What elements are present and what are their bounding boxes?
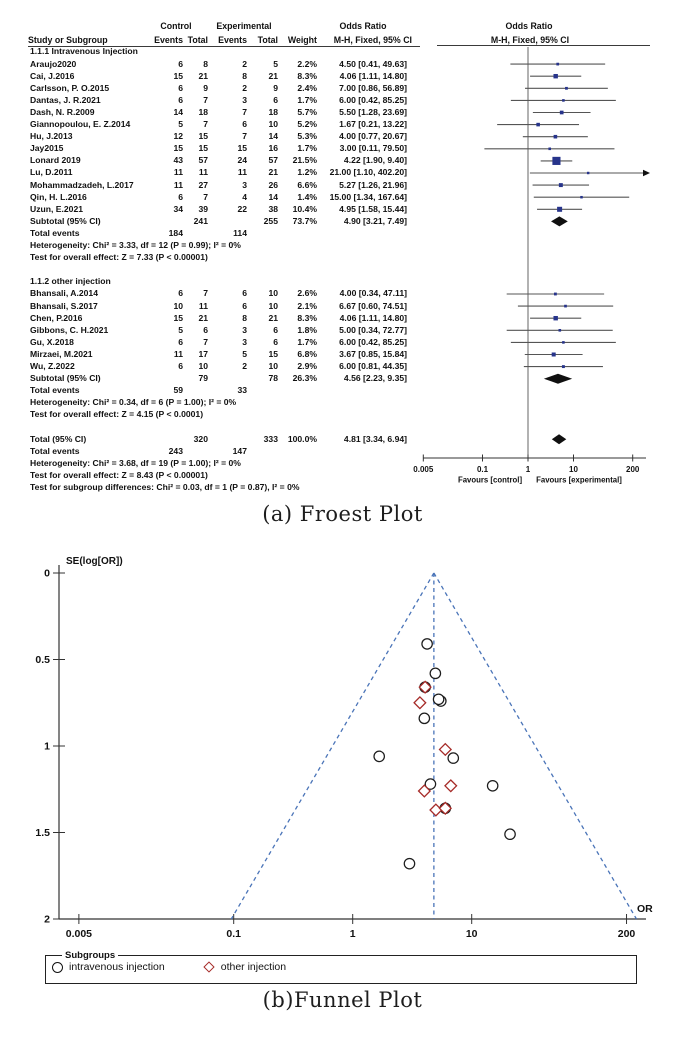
control-events: 6 (178, 58, 183, 69)
exp-total: 333 (263, 433, 278, 444)
mh-ci-header-right: M-H, Fixed, 95% CI (490, 35, 570, 45)
control-events: 6 (178, 191, 183, 202)
section-header: 1.1.2 other injection (30, 276, 111, 287)
y-tick-label: 1 (44, 740, 50, 753)
ci-text: 4.00 [0.77, 20.67] (339, 131, 407, 142)
weight-value: 2.6% (297, 288, 317, 299)
control-total: 18 (198, 106, 208, 117)
control-events: 12 (173, 131, 183, 142)
control-total: 320 (193, 433, 208, 444)
control-total: 57 (198, 155, 208, 166)
pooled-diamond (551, 216, 568, 226)
control-total: 17 (198, 348, 208, 359)
funnel-edge-line-right (434, 573, 637, 919)
ci-text: 6.67 [0.60, 74.51] (339, 300, 407, 311)
control-total: 7 (203, 336, 208, 347)
forest-svg (0, 0, 685, 500)
exp-events-header: Events (218, 35, 247, 45)
or-square (536, 123, 540, 127)
or-square (560, 111, 564, 115)
weight-value: 5.7% (297, 106, 317, 117)
control-total: 15 (198, 143, 208, 154)
control-events: 10 (173, 300, 183, 311)
weight-value: 26.3% (292, 373, 317, 384)
exp-total: 6 (273, 324, 278, 335)
weight-value: 6.8% (297, 348, 317, 359)
study-label: Mirzaei, M.2021 (30, 348, 93, 359)
control-events-header: Events (154, 35, 183, 45)
exp-events: 6 (242, 288, 247, 299)
control-total-header: Total (187, 35, 208, 45)
funnel-point-diamond (430, 804, 442, 816)
or-square (580, 196, 582, 198)
diamond-marker-icon (203, 961, 214, 972)
weight-value: 1.7% (297, 336, 317, 347)
x-tick-label: 1 (349, 928, 356, 940)
exp-events: 6 (242, 300, 247, 311)
funnel-svg (0, 545, 685, 950)
or-square (559, 329, 562, 332)
y-tick-label: 0.5 (35, 654, 50, 667)
ci-text: 1.67 [0.21, 13.22] (339, 119, 407, 129)
odds-ratio-header-left: Odds Ratio (339, 21, 387, 31)
ci-text: 7.00 [0.86, 56.89] (339, 82, 407, 93)
x-axis-label: OR (637, 903, 653, 915)
exp-total: 38 (268, 203, 278, 214)
exp-events: 4 (242, 191, 247, 202)
weight-value: 5.2% (297, 119, 317, 129)
or-square (557, 207, 562, 212)
control-total: 39 (198, 203, 208, 214)
control-total: 11 (198, 300, 208, 311)
control-total: 10 (198, 361, 208, 371)
legend-box (45, 950, 637, 984)
weight-value: 2.1% (297, 300, 317, 311)
ci-text: 6.00 [0.81, 44.35] (339, 361, 407, 371)
exp-events: 6 (242, 119, 247, 129)
control-events: 11 (173, 167, 183, 178)
exp-events: 11 (237, 167, 247, 178)
exp-events: 3 (242, 179, 247, 190)
y-tick-label: 0 (44, 567, 50, 580)
study-label: Bhansali, A.2014 (30, 288, 98, 299)
ci-text: 5.27 [1.26, 21.96] (339, 179, 407, 190)
exp-total: 10 (268, 361, 278, 371)
ci-text: 21.00 [1.10, 402.20] (329, 167, 407, 178)
ci-text: 3.67 [0.85, 15.84] (339, 348, 407, 359)
y-tick-label: 2 (44, 913, 50, 926)
ci-text: 4.95 [1.58, 15.44] (339, 203, 407, 214)
ci-text: 6.00 [0.42, 85.25] (339, 336, 407, 347)
exp-total: 10 (268, 300, 278, 311)
exp-events-total: 33 (237, 385, 247, 396)
control-total: 7 (203, 119, 208, 129)
weight-value: 1.4% (297, 191, 317, 202)
exp-total: 10 (268, 119, 278, 129)
funnel-point-diamond (414, 697, 426, 709)
study-label: Lonard 2019 (30, 155, 81, 166)
ci-text: 4.90 [3.21, 7.49] (343, 215, 407, 226)
exp-total: 6 (273, 94, 278, 105)
or-square (562, 99, 565, 102)
control-total: 8 (203, 58, 208, 69)
control-events-total: 243 (168, 445, 183, 456)
control-events: 6 (178, 361, 183, 371)
funnel-point-circle (433, 694, 443, 704)
funnel-point-diamond (445, 780, 457, 792)
ci-text: 6.00 [0.42, 85.25] (339, 94, 407, 105)
ci-text: 4.06 [1.11, 14.80] (339, 70, 407, 81)
study-label: Jay2015 (30, 143, 64, 154)
ci-text: 4.81 [3.34, 6.94] (343, 433, 407, 444)
funnel-point-circle (505, 829, 515, 839)
legend-title: Subgroups (65, 950, 116, 961)
weight-value: 10.4% (292, 203, 317, 214)
y-tick-label: 1.5 (35, 827, 50, 840)
exp-total: 15 (268, 348, 278, 359)
subtotal-label: Subtotal (95% CI) (30, 373, 101, 384)
or-square (553, 316, 557, 320)
control-total: 7 (203, 94, 208, 105)
exp-total: 21 (268, 312, 278, 323)
total-events-label: Total events (30, 227, 80, 238)
ci-text: 4.56 [2.23, 9.35] (343, 373, 407, 384)
ci-text: 15.00 [1.34, 167.64] (329, 191, 407, 202)
stat-note: Test for subgroup differences: Chi² = 0.03, df = 1 (P = 0.87), I² = 0% (30, 482, 300, 492)
exp-total: 14 (268, 131, 278, 142)
study-subgroup-header: Study or Subgroup (28, 35, 108, 45)
ci-text: 5.00 [0.34, 72.77] (339, 324, 407, 335)
funnel-point-circle (487, 781, 497, 791)
pooled-diamond (544, 374, 572, 384)
exp-events: 22 (237, 203, 247, 214)
exp-events: 2 (242, 58, 247, 69)
x-tick-label: 0.1 (226, 928, 242, 940)
weight-value: 2.4% (297, 82, 317, 93)
weight-value: 2.9% (297, 361, 317, 371)
x-tick-label: 0.005 (65, 928, 93, 940)
favours-experimental-label: Favours [experimental] (536, 475, 622, 485)
caption-a: (a) Froest Plot (262, 502, 423, 526)
legend-row (52, 961, 630, 973)
exp-total: 18 (268, 106, 278, 117)
control-events: 11 (173, 179, 183, 190)
control-events: 11 (173, 348, 183, 359)
exp-events: 7 (242, 131, 247, 142)
weight-value: 73.7% (292, 215, 317, 226)
control-events: 6 (178, 82, 183, 93)
control-events: 5 (178, 119, 183, 129)
or-square (553, 74, 557, 78)
exp-events: 15 (237, 143, 247, 154)
exp-total: 255 (263, 215, 278, 226)
study-label: Hu, J.2013 (30, 131, 73, 142)
total-label: Total (95% CI) (30, 433, 87, 444)
control-total: 15 (198, 131, 208, 142)
stat-note: Test for overall effect: Z = 4.15 (P < 0.0001) (30, 409, 204, 420)
control-total: 7 (203, 191, 208, 202)
funnel-point-circle (404, 858, 414, 868)
control-events: 43 (173, 155, 183, 166)
weight-value: 100.0% (287, 433, 317, 444)
subtotal-label: Subtotal (95% CI) (30, 215, 101, 226)
pooled-diamond (552, 434, 566, 444)
study-label: Carlsson, P. O.2015 (30, 82, 110, 93)
study-label: Qin, H. L.2016 (30, 191, 87, 202)
control-events: 34 (173, 203, 183, 214)
control-events: 6 (178, 288, 183, 299)
or-square (565, 87, 568, 90)
or-square (562, 365, 565, 368)
x-tick-label: 10 (465, 928, 478, 940)
exp-events: 3 (242, 94, 247, 105)
experimental-column-header: Experimental (216, 21, 272, 31)
section-header: 1.1.1 Intravenous Injection (30, 46, 138, 57)
y-axis-label: SE(log[OR]) (66, 556, 123, 567)
exp-events: 3 (242, 336, 247, 347)
legend-label-other: other injection (220, 961, 287, 973)
exp-events: 2 (242, 361, 247, 371)
control-total: 241 (193, 215, 208, 226)
funnel-point-circle (374, 751, 384, 761)
stat-note: Heterogeneity: Chi² = 0.34, df = 6 (P = 1.00); I² = 0% (30, 397, 237, 408)
weight-value: 1.7% (297, 143, 317, 154)
control-events: 14 (173, 106, 183, 117)
control-events: 15 (173, 70, 183, 81)
exp-total: 9 (273, 82, 278, 93)
or-square (552, 157, 560, 165)
weight-value: 1.7% (297, 94, 317, 105)
exp-events: 8 (242, 70, 247, 81)
exp-total: 21 (268, 167, 278, 178)
control-events-total: 59 (173, 385, 183, 396)
stat-note: Test for overall effect: Z = 7.33 (P < 0.00001) (30, 252, 208, 263)
control-events: 6 (178, 336, 183, 347)
odds-ratio-header-right: Odds Ratio (505, 21, 553, 31)
weight-value: 6.6% (297, 179, 317, 190)
control-column-header: Control (160, 21, 192, 31)
circle-marker-icon (52, 962, 63, 973)
exp-events: 2 (242, 82, 247, 93)
study-label: Gu, X.2018 (30, 336, 74, 347)
or-square (554, 293, 557, 296)
exp-events: 8 (242, 312, 247, 323)
ci-text: 4.22 [1.90, 9.40] (343, 155, 407, 166)
study-label: Mohammadzadeh, L.2017 (30, 179, 134, 190)
study-label: Cai, J.2016 (30, 70, 75, 81)
exp-total: 10 (268, 288, 278, 299)
exp-events: 5 (242, 348, 247, 359)
funnel-edge-line-left (231, 573, 434, 919)
control-total: 27 (198, 179, 208, 190)
control-total: 11 (198, 167, 208, 178)
weight-value: 5.3% (297, 131, 317, 142)
exp-total: 78 (268, 373, 278, 384)
exp-events-total: 114 (233, 227, 247, 238)
control-events: 5 (178, 324, 183, 335)
exp-total: 21 (268, 70, 278, 81)
x-tick-label: 10 (569, 465, 578, 474)
arrow-right-icon (643, 170, 650, 176)
control-total: 9 (203, 82, 208, 93)
or-square (559, 183, 563, 187)
ci-text: 4.06 [1.11, 14.80] (339, 312, 407, 323)
x-tick-label: 200 (617, 928, 636, 940)
stat-note: Test for overall effect: Z = 8.43 (P < 0.00001) (30, 469, 208, 480)
study-label: Giannopoulou, E. Z.2014 (30, 119, 131, 129)
exp-total: 57 (268, 155, 278, 166)
weight-value: 2.2% (297, 58, 317, 69)
study-label: Lu, D.2011 (30, 167, 73, 178)
x-tick-label: 0.1 (476, 465, 489, 474)
or-square (556, 63, 559, 66)
control-events: 15 (173, 312, 183, 323)
x-tick-label: 0.005 (413, 465, 434, 474)
study-label: Chen, P.2016 (30, 312, 83, 323)
exp-total: 5 (273, 58, 278, 69)
favours-control-label: Favours [control] (457, 475, 523, 485)
mh-ci-header-left: M-H, Fixed, 95% CI (333, 35, 412, 45)
weight-value: 21.5% (292, 155, 317, 166)
weight-value: 1.8% (297, 324, 317, 335)
weight-value: 8.3% (297, 70, 317, 81)
exp-total: 14 (268, 191, 278, 202)
exp-total: 26 (268, 179, 278, 190)
stat-note: Heterogeneity: Chi² = 3.68, df = 19 (P = 1.00); I² = 0% (30, 457, 241, 468)
legend-label-intravenous: intravenous injection (69, 961, 165, 973)
or-square (552, 352, 556, 356)
or-square (587, 172, 589, 174)
funnel-point-circle (422, 639, 432, 649)
stat-note: Heterogeneity: Chi² = 3.33, df = 12 (P = 0.99); I² = 0% (30, 240, 241, 250)
exp-events: 3 (242, 324, 247, 335)
funnel-point-circle (419, 713, 429, 723)
exp-events: 24 (237, 155, 247, 166)
ci-text: 4.00 [0.34, 47.11] (339, 288, 407, 299)
ci-text: 3.00 [0.11, 79.50] (339, 143, 407, 154)
exp-total: 6 (273, 336, 278, 347)
control-total: 7 (203, 288, 208, 299)
total-events-label: Total events (30, 445, 80, 456)
total-events-label: Total events (30, 385, 80, 396)
control-total: 79 (198, 373, 208, 384)
exp-events: 7 (242, 106, 247, 117)
weight-header: Weight (287, 35, 317, 45)
funnel-point-circle (448, 753, 458, 763)
weight-value: 1.2% (297, 167, 317, 178)
exp-total: 16 (268, 143, 278, 154)
funnel-point-diamond (440, 744, 452, 756)
caption-b: (b)Funnel Plot (262, 988, 423, 1012)
study-label: Araujo2020 (30, 58, 77, 69)
control-events-total: 184 (168, 227, 183, 238)
x-tick-label: 1 (525, 465, 531, 474)
control-events: 15 (173, 143, 183, 154)
study-label: Bhansali, S.2017 (30, 300, 98, 311)
control-total: 6 (203, 324, 208, 335)
study-label: Uzun, E.2021 (30, 203, 84, 214)
control-events: 6 (178, 94, 183, 105)
ci-text: 5.50 [1.28, 23.69] (339, 106, 407, 117)
exp-total-header: Total (257, 35, 278, 45)
ci-text: 4.50 [0.41, 49.63] (339, 58, 407, 69)
or-square (548, 148, 551, 151)
weight-value: 8.3% (297, 312, 317, 323)
study-label: Dantas, J. R.2021 (30, 94, 101, 105)
control-total: 21 (198, 70, 208, 81)
study-label: Wu, Z.2022 (30, 361, 75, 371)
or-square (564, 305, 567, 308)
x-tick-label: 200 (626, 465, 640, 474)
exp-events-total: 147 (232, 445, 247, 456)
or-square (562, 341, 565, 344)
or-square (554, 135, 558, 139)
study-label: Dash, N. R.2009 (30, 106, 95, 117)
study-label: Gibbons, C. H.2021 (30, 324, 109, 335)
funnel-point-circle (430, 668, 440, 678)
control-total: 21 (198, 312, 208, 323)
